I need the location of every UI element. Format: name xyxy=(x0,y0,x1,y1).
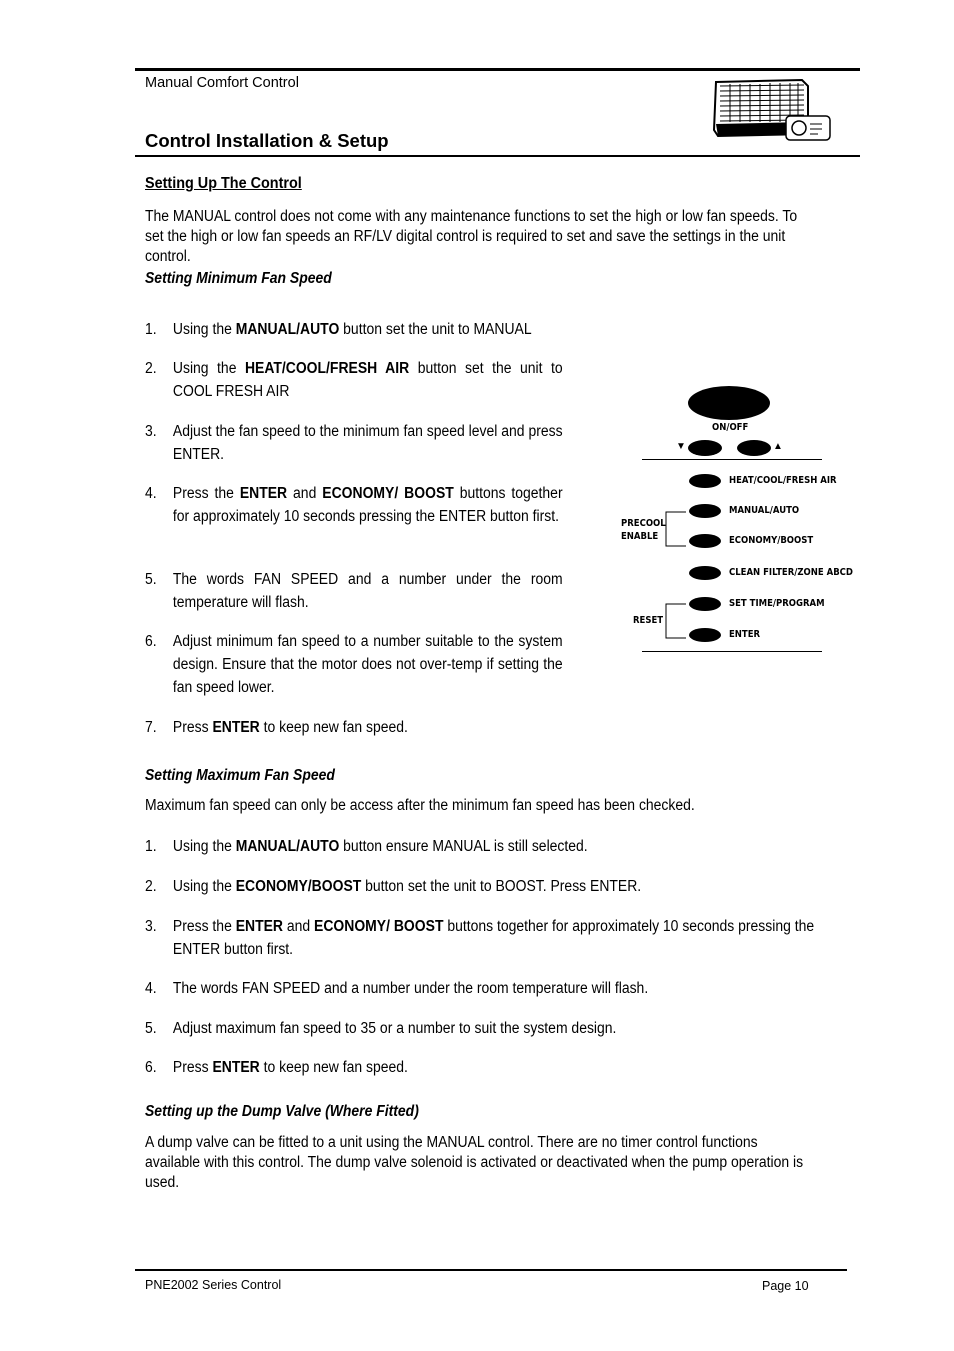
step-text: Using the MANUAL/AUTO button ensure MANUAL is still selected. xyxy=(172,838,588,855)
step-text: Press the ENTER and ECONOMY/ BOOST buttons together for approximately 10 seconds pressing the ENTER button first. xyxy=(172,918,815,958)
onoff-button[interactable] xyxy=(688,386,770,420)
up-button[interactable] xyxy=(737,440,771,456)
manual-auto-button[interactable] xyxy=(689,504,721,518)
setup-heading: Setting Up The Control xyxy=(145,175,302,192)
down-arrow-icon: ▼ xyxy=(676,441,686,452)
setup-intro: The MANUAL control does not come with any maintenance functions to set the high or low fan speeds. To set the high or low fan speeds an RF/LV digital control is required to set and save the settings in the unit control. xyxy=(145,208,798,265)
reset-bracket xyxy=(664,602,690,640)
step-text: Press ENTER to keep new fan speed. xyxy=(172,1059,408,1076)
step-number: 1. xyxy=(145,838,157,855)
step-text: Press ENTER to keep new fan speed. xyxy=(172,719,408,736)
step-number: 3. xyxy=(145,423,157,440)
page-number: Page 10 xyxy=(762,1279,809,1293)
diagram-bottom-rule xyxy=(642,651,822,652)
heat-cool-fresh-air-label: HEAT/COOL/FRESH AIR xyxy=(729,475,837,486)
clean-filter-zone-button[interactable] xyxy=(689,566,721,580)
step-text: Adjust maximum fan speed to 35 or a number to suit the system design. xyxy=(172,1020,617,1037)
step-number: 5. xyxy=(145,1020,157,1037)
cooler-unit-illustration xyxy=(710,76,835,144)
step-number: 3. xyxy=(145,918,157,935)
step-number: 6. xyxy=(145,633,157,650)
enter-button[interactable] xyxy=(689,628,721,642)
step-text: Using the HEAT/COOL/FRESH AIR button set the unit to COOL FRESH AIR xyxy=(172,360,563,400)
economy-boost-button[interactable] xyxy=(689,534,721,548)
set-time-program-button[interactable] xyxy=(689,597,721,611)
document-title: Manual Comfort Control xyxy=(145,75,299,91)
up-arrow-icon: ▲ xyxy=(773,441,783,452)
step-number: 1. xyxy=(145,321,157,338)
step-text: The words FAN SPEED and a number under the room temperature will flash. xyxy=(172,571,563,611)
step-number: 5. xyxy=(145,571,157,588)
footer-series: PNE2002 Series Control xyxy=(145,1278,282,1292)
enter-label: ENTER xyxy=(729,629,761,640)
set-time-program-label: SET TIME/PROGRAM xyxy=(729,598,825,609)
diagram-top-rule xyxy=(642,459,822,460)
min-speed-heading: Setting Minimum Fan Speed xyxy=(145,270,332,287)
onoff-label: ON/OFF xyxy=(712,422,749,433)
max-speed-heading: Setting Maximum Fan Speed xyxy=(145,767,335,784)
heat-cool-fresh-air-button[interactable] xyxy=(689,474,721,488)
step-text: Press the ENTER and ECONOMY/ BOOST buttons together for approximately 10 seconds pressing the ENTER button first. xyxy=(172,485,563,525)
dump-valve-heading: Setting up the Dump Valve (Where Fitted) xyxy=(145,1103,419,1120)
reset-label: RESET xyxy=(633,615,664,626)
economy-boost-label: ECONOMY/BOOST xyxy=(729,535,814,546)
step-number: 4. xyxy=(145,980,157,997)
step-number: 6. xyxy=(145,1059,157,1076)
step-number: 7. xyxy=(145,719,157,736)
step-number: 4. xyxy=(145,485,157,502)
step-text: Using the MANUAL/AUTO button set the unit to MANUAL xyxy=(172,321,532,338)
max-speed-intro: Maximum fan speed can only be access after the minimum fan speed has been checked. xyxy=(145,797,695,814)
down-button[interactable] xyxy=(688,440,722,456)
footer-rule xyxy=(135,1269,847,1271)
precool-bracket xyxy=(664,510,690,548)
step-text: Adjust the fan speed to the minimum fan speed level and press ENTER. xyxy=(172,423,563,463)
clean-filter-zone-label: CLEAN FILTER/ZONE ABCD xyxy=(729,567,853,578)
precool-label: PRECOOL xyxy=(621,518,666,529)
dump-valve-text: A dump valve can be fitted to a unit using the MANUAL control. There are no timer control functions available with this control. The dump valve solenoid is activated or deactivated when the pump operation is used. xyxy=(145,1134,804,1191)
enable-label: ENABLE xyxy=(621,531,659,542)
step-number: 2. xyxy=(145,878,157,895)
step-text: Using the ECONOMY/BOOST button set the unit to BOOST. Press ENTER. xyxy=(172,878,642,895)
header-bottom-rule xyxy=(135,155,860,157)
step-text: The words FAN SPEED and a number under the room temperature will flash. xyxy=(172,980,649,997)
header-top-rule xyxy=(135,68,860,71)
manual-auto-label: MANUAL/AUTO xyxy=(729,505,800,516)
section-title: Control Installation & Setup xyxy=(145,130,389,151)
step-text: Adjust minimum fan speed to a number suitable to the system design. Ensure that the motor does not over-temp if setting the fan speed lower. xyxy=(172,633,563,696)
step-number: 2. xyxy=(145,360,157,377)
